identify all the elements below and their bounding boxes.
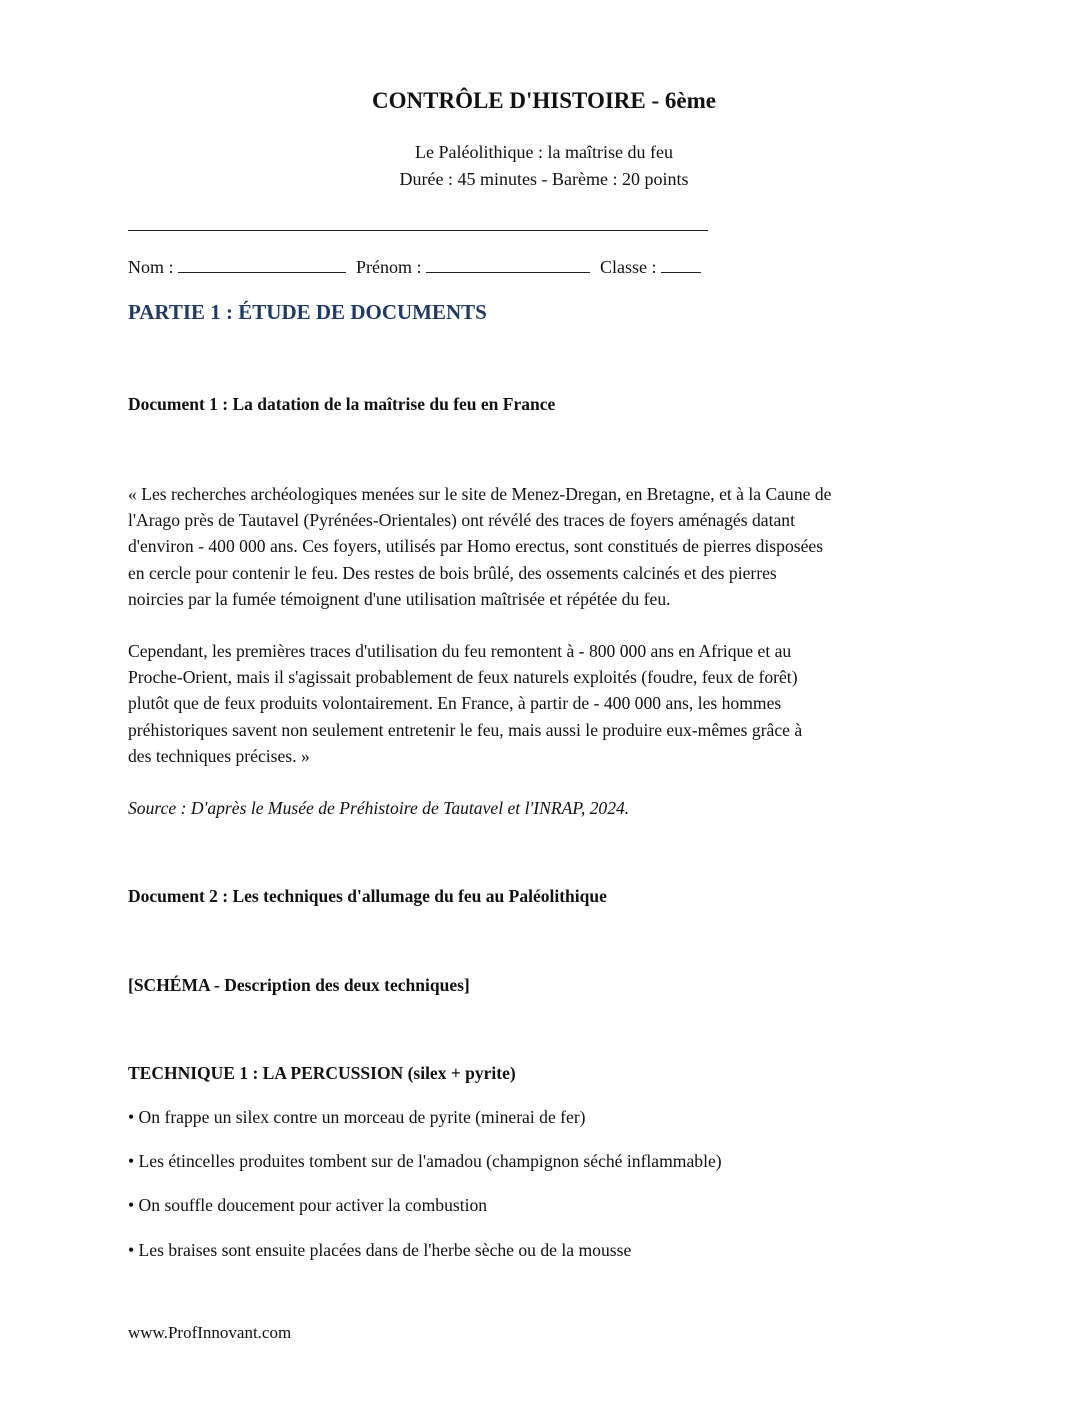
bullet-item: • On souffle doucement pour activer la combustion bbox=[128, 1195, 488, 1215]
schema-heading: [SCHÉMA - Description des deux techniques] bbox=[128, 975, 470, 995]
text-line: l'Arago près de Tautavel (Pyrénées-Orientales) ont révélé des traces de foyers aménagés datant bbox=[128, 510, 795, 531]
page-title-text: CONTRÔLE D'HISTOIRE - 6ème bbox=[372, 88, 716, 113]
technique-1-heading: TECHNIQUE 1 : LA PERCUSSION (silex + pyrite) bbox=[128, 1063, 516, 1083]
page-title bbox=[0, 88, 1088, 114]
partie-1-heading: PARTIE 1 : ÉTUDE DE DOCUMENTS bbox=[128, 300, 487, 324]
document-1-heading: Document 1 : La datation de la maîtrise du feu en France bbox=[128, 394, 556, 414]
text-line: plutôt que de feux produits volontairement. En France, à partir de - 400 000 ans, les hommes bbox=[128, 693, 782, 714]
nom-label: Nom : bbox=[128, 257, 174, 277]
separator-line bbox=[128, 230, 708, 231]
document-2-heading: Document 2 : Les techniques d'allumage du feu au Paléolithique bbox=[128, 886, 607, 906]
text-line: Cependant, les premières traces d'utilisation du feu remontent à - 800 000 ans en Afrique et au bbox=[128, 641, 792, 661]
text-line: « Les recherches archéologiques menées sur le site de Menez-Dregan, en Bretagne, et à la Caune de bbox=[128, 484, 832, 504]
nom-field[interactable] bbox=[178, 256, 346, 273]
document-1-paragraph-2 bbox=[128, 638, 968, 769]
student-info-line bbox=[128, 256, 701, 278]
classe-field[interactable] bbox=[661, 256, 701, 273]
prenom-field[interactable] bbox=[426, 256, 590, 273]
text-line: préhistoriques savent non seulement entretenir le feu, mais aussi le produire eux-mêmes grâce à bbox=[128, 719, 803, 740]
page-subtitle: Le Paléolithique : la maîtrise du feu bbox=[415, 142, 673, 162]
text-line: d'environ - 400 000 ans. Ces foyers, utilisés par Homo erectus, sont constitués de pierres disposées bbox=[128, 536, 824, 557]
bullet-item: • Les étincelles produites tombent sur de l'amadou (champignon séché inflammable) bbox=[128, 1151, 722, 1171]
prenom-label: Prénom : bbox=[356, 257, 422, 277]
text-line: des techniques précises. » bbox=[128, 745, 310, 766]
document-1-paragraph-1 bbox=[128, 481, 968, 612]
text-line: en cercle pour contenir le feu. Des restes de bois brûlé, des ossements calcinés et des pierres bbox=[128, 562, 777, 583]
exam-duration-scale: Durée : 45 minutes - Barème : 20 points bbox=[399, 169, 689, 189]
bullet-item: • On frappe un silex contre un morceau de pyrite (minerai de fer) bbox=[128, 1107, 586, 1127]
document-1-source: Source : D'après le Musée de Préhistoire de Tautavel et l'INRAP, 2024. bbox=[128, 798, 630, 818]
text-line: Proche-Orient, mais il s'agissait probablement de feux naturels exploités (foudre, feux de forêt) bbox=[128, 667, 798, 688]
classe-label: Classe : bbox=[600, 257, 657, 277]
bullet-item: • Les braises sont ensuite placées dans de l'herbe sèche ou de la mousse bbox=[128, 1240, 632, 1260]
footer-website: www.ProfInnovant.com bbox=[128, 1323, 292, 1342]
text-line: noircies par la fumée témoignent d'une utilisation maîtrisée et répétée du feu. bbox=[128, 588, 671, 609]
